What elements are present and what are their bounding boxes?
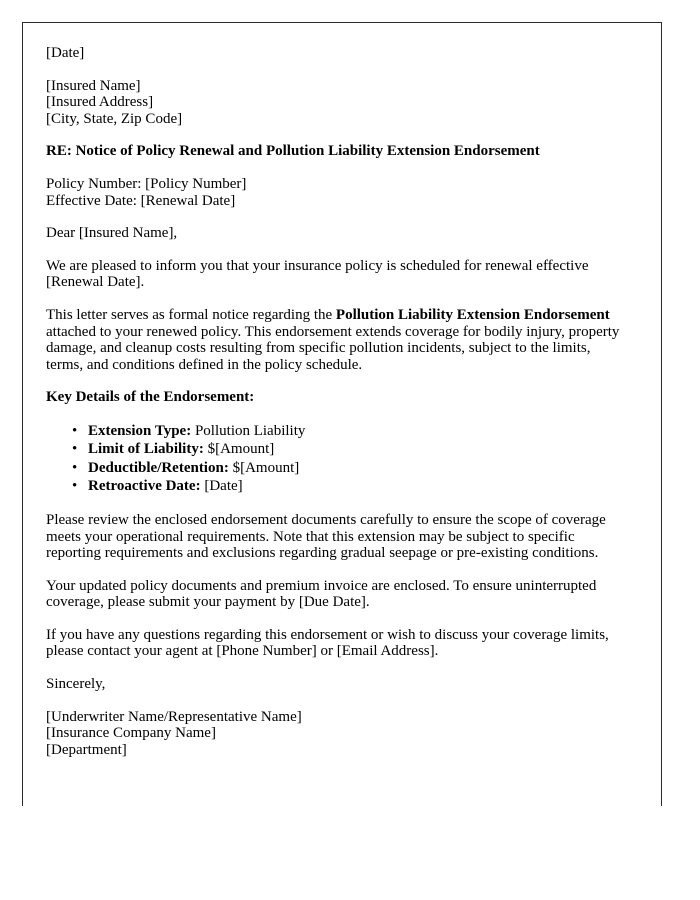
endorsement-details-list [46, 422, 630, 496]
paragraph-endorsement-scope [46, 307, 630, 373]
recipient-city-state-zip: [City, State, Zip Code] [46, 110, 183, 127]
signature-underwriter-name: [Underwriter Name/Representative Name] [46, 708, 302, 725]
detail-label: Deductible/Retention: [88, 459, 229, 476]
salutation: Dear [Insured Name], [46, 225, 178, 242]
paragraph-contact-information: If you have any questions regarding this endorsement or wish to discuss your coverage limits, please contact your agent at [Phone Number] or [Email Address]. [46, 626, 609, 660]
list-item [46, 459, 630, 478]
detail-value: Pollution Liability [191, 422, 306, 439]
recipient-name: [Insured Name] [46, 77, 141, 94]
detail-label: Limit of Liability: [88, 441, 204, 458]
date-block [46, 45, 630, 62]
policy-number-line: Policy Number: [Policy Number] [46, 175, 247, 192]
paragraph-payment-instructions: Your updated policy documents and premium invoice are enclosed. To ensure uninterrupted coverage, please submit your payment by [Due Date]. [46, 577, 597, 611]
letter-page [22, 22, 662, 806]
detail-label: Retroactive Date: [88, 478, 201, 495]
subject-line: RE: Notice of Policy Renewal and Pollution Liability Extension Endorsement [46, 143, 540, 160]
list-item [46, 477, 630, 496]
endorsement-name-emphasis: Pollution Liability Extension Endorsement [335, 306, 610, 323]
paragraph-review-instructions: Please review the enclosed endorsement documents carefully to ensure the scope of coverage meets your operational requirements. Note that this extension may be subject to specific reporting requirements and exclusions regarding gradual seepage or pre-existing conditions. [46, 511, 606, 562]
list-item [46, 422, 630, 441]
date-placeholder: [Date] [46, 45, 85, 61]
detail-value: $[Amount] [203, 441, 275, 458]
recipient-address-block [46, 78, 630, 128]
recipient-address: [Insured Address] [46, 94, 154, 111]
signature-department: [Department] [46, 741, 127, 758]
signature-block [46, 709, 630, 759]
list-item [46, 440, 630, 459]
detail-value: $[Amount] [228, 459, 300, 476]
letter-body [46, 45, 630, 758]
detail-label: Extension Type: [88, 422, 192, 439]
policy-details-block [46, 176, 630, 209]
detail-value: [Date] [200, 478, 243, 495]
key-details-heading: Key Details of the Endorsement: [46, 389, 255, 406]
closing-salutation: Sincerely, [46, 676, 106, 693]
paragraph-renewal-notice: We are pleased to inform you that your insurance policy is scheduled for renewal effective [Renewal Date]. [46, 257, 589, 291]
signature-company-name: [Insurance Company Name] [46, 725, 216, 742]
effective-date-line: Effective Date: [Renewal Date] [46, 192, 236, 209]
endorsement-tail-text: attached to your renewed policy. This endorsement extends coverage for bodily injury, property damage, and cleanup costs resulting from specific pollution incidents, subject to the limits, terms, and conditions defined in the policy schedule. [46, 323, 620, 373]
endorsement-lead-text: This letter serves as formal notice regarding the [46, 306, 336, 323]
